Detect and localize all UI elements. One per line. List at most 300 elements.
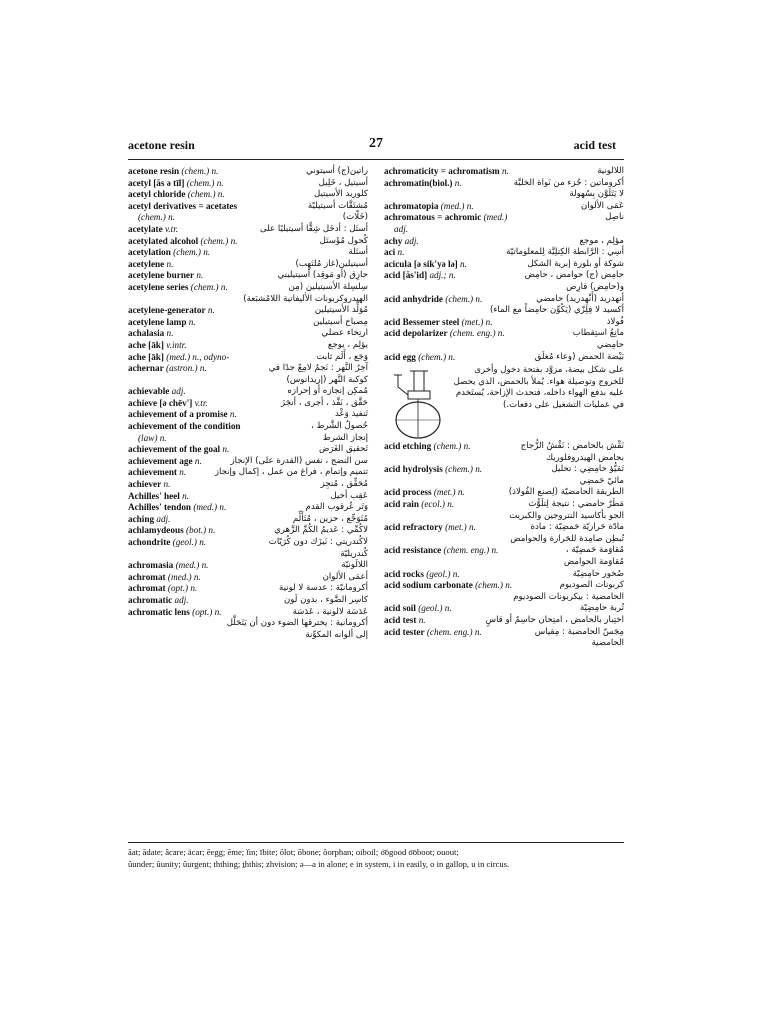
part-of-speech: (chem.) n. — [186, 177, 224, 188]
dictionary-entry — [384, 545, 624, 557]
dictionary-entry — [384, 534, 624, 546]
entry-headword — [384, 201, 474, 213]
footer-rule — [128, 842, 624, 843]
entry-headword — [384, 317, 493, 329]
entry-headword — [128, 236, 237, 248]
dictionary-entry — [128, 560, 368, 572]
part-of-speech: adj. — [394, 223, 409, 234]
entry-headword — [128, 572, 201, 584]
part-of-speech: (chem.) n. — [138, 212, 175, 223]
entry-headword — [128, 433, 167, 445]
entry-headword — [384, 166, 509, 178]
arabic-translation: حَقَّق ، نَفَّذ ، أجرى ، أنجَزَ — [280, 397, 368, 408]
entry-headword — [128, 607, 221, 619]
part-of-speech: n. — [166, 258, 174, 269]
dictionary-entry — [128, 595, 368, 607]
acid-egg-description: على شكل بيضة، مزوَّد بفتحة دخول وأخرى للخروج وتوصيلة هواء. يُملأ بالحمض، الذي يحصل عليه بدفع الهواء داخله، فتحدث الإزاحة، يُستَخدم في عمليات التشغيل على دفعات.) — [453, 365, 624, 410]
dictionary-entry — [128, 328, 368, 340]
entry-headword — [128, 491, 189, 503]
arabic-translation: مُحَقِّق ، مُنجِز — [320, 479, 368, 490]
entry-headword — [128, 189, 225, 201]
part-of-speech: (met.) n. — [461, 316, 493, 327]
dictionary-entry — [128, 456, 368, 468]
entry-headword — [128, 467, 186, 479]
dictionary-entry — [384, 340, 624, 352]
arabic-translation: تُبطِن صامِدة للحَرارة والحوامض — [510, 533, 624, 544]
dictionary-entry — [128, 201, 368, 213]
arabic-translation: تَنفيذ وَعْد — [335, 409, 368, 420]
entry-headword — [128, 583, 197, 595]
header-rule — [128, 159, 624, 160]
entry-headword — [128, 444, 229, 456]
part-of-speech: (med.) n. — [167, 571, 201, 582]
dictionary-entry — [128, 224, 368, 236]
headword-text: acetylated alcohol — [128, 235, 199, 246]
dictionary-entry — [384, 592, 624, 604]
dictionary-entry — [384, 453, 624, 465]
dictionary-entry — [128, 491, 368, 503]
headword-text: acid tester — [384, 626, 425, 637]
dictionary-entry — [128, 212, 368, 224]
running-header — [128, 138, 624, 160]
part-of-speech: n. — [460, 258, 467, 269]
part-of-speech: (chem. eng.) n. — [443, 545, 499, 556]
headword-text: acid egg — [384, 351, 416, 362]
dictionary-entry — [384, 499, 624, 511]
dictionary-entry — [128, 178, 368, 190]
arabic-translation: يؤلِم ، يوجع — [327, 339, 368, 350]
part-of-speech: adj. — [404, 235, 419, 246]
arabic-translation: و(حامِض) قارِص — [566, 281, 624, 292]
part-of-speech: (chem.) n. — [475, 580, 513, 591]
arabic-translation: كاسِر الضَّوء ، بدون لَون — [283, 594, 368, 605]
pronunciation-key-line-1: ăat; ādate; âcare; äcar; ĕegg; ēme; ĭin; ībite; ŏlot; ōbone; ôorphan; oiboil; o͝ogood o͞oboot; ouout; — [128, 847, 459, 857]
arabic-translation: عَمَى الألوان — [580, 200, 624, 211]
arabic-translation: أنهدريد (أَنْهِدريد) حامضي — [536, 293, 624, 304]
part-of-speech: (med.) — [483, 212, 508, 223]
arabic-translation: مُشتَقَّات أسيتيليّة — [307, 200, 368, 211]
arabic-translation: حُصولُ الشَّرط ، — [310, 421, 368, 432]
entry-headword — [128, 363, 207, 375]
part-of-speech: n. — [179, 467, 187, 478]
arabic-translation: أكرومانية : يخترقها الضوء دون أن يَتَحَلَّل — [226, 618, 368, 629]
arabic-translation: كلوريد الأسيتيل — [314, 189, 368, 200]
entry-headword — [128, 525, 215, 537]
page-header-area — [128, 138, 624, 160]
page-number: 27 — [369, 136, 383, 151]
part-of-speech: n. — [454, 177, 462, 188]
part-of-speech: (med.) n., odyno- — [166, 351, 230, 362]
entry-headword — [384, 236, 419, 248]
part-of-speech: (chem.) n. — [181, 166, 219, 176]
dictionary-entry — [128, 583, 368, 595]
dictionary-entry — [384, 178, 624, 190]
headword-text: achievement — [128, 467, 177, 478]
arabic-translation: ارتِخاء عضلي — [321, 328, 368, 339]
arabic-translation: نَقْش بالحامض : نَقْشُ الزُّجاج — [520, 441, 624, 452]
dictionary-entry — [128, 549, 368, 561]
part-of-speech: n. — [501, 166, 509, 176]
entry-headword — [128, 247, 210, 259]
headword-text: acid sodium carbonate — [384, 580, 473, 591]
dictionary-entry — [128, 189, 368, 201]
arabic-translation: أعمَى الألوان — [322, 571, 368, 582]
part-of-speech: adj. — [171, 386, 186, 397]
arabic-translation: مائيّ حَمضِي — [579, 475, 624, 486]
headword-text: aci — [384, 247, 396, 258]
part-of-speech: n. — [194, 455, 202, 466]
arabic-translation: إلى ألوانه المكوِّنة — [305, 629, 368, 640]
dictionary-entry — [384, 615, 624, 627]
arabic-translation: اختِبار بالحامض ، امتِحان حاسِمٌ أو قاسٍ — [485, 615, 624, 625]
arabic-translation: لاكُندريتي : نَيزَك دون كُرَيّات — [268, 537, 368, 547]
arabic-translation: مادّة حَراريّة حَمضِيّة : مادة — [530, 522, 624, 533]
header-right-guideword: acid test — [573, 138, 616, 152]
acid-egg-block — [384, 365, 624, 441]
dictionary-entry — [128, 305, 368, 317]
part-of-speech: (ecol.) n. — [421, 499, 455, 510]
entry-headword — [128, 270, 203, 282]
arabic-translation: وَتَر عُرقوب القدم — [305, 502, 368, 513]
part-of-speech: adj. — [174, 594, 189, 605]
entry-headword — [384, 569, 460, 581]
headword-text: acetylene lamp — [128, 316, 187, 327]
arabic-translation: حامِضي — [596, 339, 624, 350]
left-column — [128, 166, 368, 641]
dictionary-entry — [128, 607, 368, 619]
headword-text: achievement of a promise — [128, 409, 228, 420]
arabic-translation: كُحول مُؤَستَل — [319, 235, 368, 246]
arabic-translation: شوكة أو بلورة إبرية الشكل — [527, 258, 624, 269]
headword-text: acicula [ə sik'yə lə] — [384, 258, 458, 269]
pronunciation-key — [128, 846, 624, 870]
part-of-speech: (geol.) n. — [172, 537, 207, 547]
dictionary-entry — [384, 189, 624, 201]
headword-text: achievable — [128, 386, 170, 397]
entry-headword — [384, 499, 454, 511]
arabic-translation: بحامض الهيدروفلوريك — [546, 452, 624, 463]
part-of-speech: (chem.) n. — [433, 441, 471, 452]
arabic-translation: أسيتيلين(غاز مُلتَهِب) — [295, 258, 368, 269]
headword-text: acid [ăs'id] — [384, 270, 428, 281]
headword-text: acetone resin — [128, 166, 180, 176]
headword-text: achromatopia — [384, 200, 439, 211]
arabic-translation: وَجَع ، أَلَم ثابت — [316, 351, 368, 362]
part-of-speech: adj. — [156, 513, 171, 524]
entry-headword — [128, 317, 196, 329]
entry-headword — [384, 270, 456, 282]
part-of-speech: adj.; n. — [429, 270, 456, 281]
arabic-translation: أستَل : أدخَل شِقًّا أسيتيليًا على — [259, 223, 368, 234]
entry-headword — [384, 212, 507, 224]
header-left-guideword: acetone resin — [128, 138, 195, 152]
headword-text: acetylate — [128, 223, 163, 234]
entry-headword — [128, 328, 173, 340]
entry-headword — [128, 212, 175, 224]
arabic-translation: مُوَلِّد الأسيتيلين — [314, 305, 368, 316]
headword-text: acid resistance — [384, 545, 442, 556]
dictionary-entry — [128, 247, 368, 259]
arabic-translation: مؤلِم ، موجع — [579, 235, 624, 246]
dictionary-entry — [384, 166, 624, 178]
headword-text: acid anhydride — [384, 293, 443, 304]
entry-headword — [384, 522, 476, 534]
dictionary-entry — [128, 386, 368, 398]
entry-headword — [384, 464, 482, 476]
entry-headword — [128, 178, 224, 190]
dictionary-entry — [384, 352, 624, 364]
headword-text: acid Bessemer steel — [384, 316, 460, 327]
arabic-translation: حارِق (أو مَوقِد) أسيتيليني — [277, 270, 368, 281]
part-of-speech: (chem.) n. — [187, 189, 225, 200]
arabic-translation: أكروماتين : جُزء من نَواة الخليَّة — [513, 177, 624, 188]
arabic-translation: أكسيد لا فِلِزّي (يَكُوِّن حامِضاً مع الماء) — [490, 305, 624, 316]
headword-text: acid rocks — [384, 568, 424, 579]
entry-headword — [384, 294, 482, 306]
headword-text: ache [āk] — [128, 351, 164, 362]
dictionary-entry — [384, 270, 624, 282]
arabic-translation: كوكبة النَّهر (إريدانوس) — [286, 374, 368, 385]
arabic-translation: أسيتيل ، خَلِيل — [318, 177, 368, 188]
part-of-speech: (geol.) n. — [418, 603, 452, 614]
dictionary-entry — [384, 247, 624, 259]
headword-text: achiever — [128, 479, 162, 490]
entry-headword — [384, 627, 482, 639]
entry-headword — [384, 545, 498, 557]
headword-text: achievement age — [128, 455, 193, 466]
arabic-translation: تَمَيُّؤ حامِضِي : تحليل — [551, 464, 624, 475]
part-of-speech: (chem.) n. — [418, 351, 456, 362]
entry-headword — [384, 259, 467, 271]
dictionary-entry — [128, 375, 368, 387]
headword-text: achromatin(biol.) — [384, 177, 453, 188]
arabic-translation: تتميم وإتمام ، فراغ من عمل ، إكمال وإنجاز — [214, 467, 368, 478]
headword-text: acetylene series — [128, 281, 189, 292]
entry-headword — [384, 178, 462, 190]
headword-text: acetylene — [128, 258, 165, 269]
dictionary-entry — [384, 569, 624, 581]
dictionary-entry — [384, 476, 624, 488]
headword-text: acid hydrolysis — [384, 464, 443, 475]
dictionary-entry — [128, 282, 368, 294]
dictionary-entry — [384, 603, 624, 615]
entry-headword — [384, 441, 471, 453]
dictionary-entry — [384, 236, 624, 248]
part-of-speech: n. — [207, 305, 215, 316]
arabic-translation: عَدَسَة لالونية ، عَدَسَة — [292, 606, 368, 617]
arabic-translation: إنجاز الشرط — [322, 432, 368, 443]
entry-headword — [384, 224, 408, 236]
part-of-speech: n. — [229, 409, 237, 420]
headword-text: achievement of the goal — [128, 444, 221, 455]
entry-headword — [128, 386, 186, 398]
dictionary-entry — [384, 487, 624, 499]
entry-headword — [128, 595, 189, 607]
arabic-translation: تَحقيق الغَرَض — [318, 444, 368, 455]
dictionary-entry — [128, 340, 368, 352]
arabic-translation: أستَلة — [348, 247, 368, 258]
dictionary-entry — [128, 398, 368, 410]
headword-text: acid soil — [384, 603, 416, 614]
entry-headword — [128, 560, 208, 572]
headword-text: achalasia — [128, 328, 165, 339]
dictionary-entry — [128, 317, 368, 329]
dictionary-entry — [128, 479, 368, 491]
dictionary-entry — [384, 557, 624, 569]
dictionary-entry — [128, 433, 368, 445]
arabic-translation: مَطَرٌ حامضي : نتيجة لِتلَوُّث — [528, 499, 624, 510]
entry-headword — [128, 352, 229, 364]
entry-headword — [128, 502, 226, 514]
dictionary-entry — [384, 464, 624, 476]
right-column-bottom — [384, 441, 624, 650]
part-of-speech: (met.) n. — [433, 487, 465, 498]
part-of-speech: (opt.) n. — [192, 606, 222, 617]
part-of-speech: (opt.) n. — [167, 583, 198, 594]
headword-text: acetyl derivatives = acetates — [128, 200, 238, 211]
dictionary-entry — [128, 259, 368, 271]
arabic-translation: تُربة حامِضِيّة — [579, 603, 624, 614]
arabic-translation: اللالَونيّة — [341, 560, 368, 571]
headword-text: ache [āk] — [128, 339, 164, 350]
arabic-translation: اللالونية — [597, 166, 624, 176]
headword-text: achromaticity = achromatism — [384, 166, 500, 176]
entry-headword — [384, 580, 512, 592]
arabic-translation: مُقاوَمة حَمضِيّة ، — [565, 545, 624, 556]
part-of-speech: n. — [163, 479, 171, 490]
right-column-top — [384, 166, 624, 363]
headword-text: achondrite — [128, 537, 171, 547]
dictionary-entry — [128, 467, 368, 479]
arabic-translation: مُقاوَمة الحوامض — [563, 557, 624, 568]
arabic-translation: مانِعُ استِقطاب — [572, 328, 624, 339]
part-of-speech: n. — [222, 444, 230, 455]
part-of-speech: (chem. eng.) n. — [449, 328, 505, 339]
right-column — [384, 166, 624, 650]
arabic-translation: سن النضج ، نفس (القدرة على) الإنجاز — [230, 455, 368, 466]
part-of-speech: (astron.) n. — [166, 363, 207, 374]
part-of-speech: n. — [418, 615, 426, 625]
headword-text: acetylation — [128, 247, 171, 258]
headword-text: achlamydeous — [128, 525, 184, 536]
dictionary-entry — [384, 201, 624, 213]
arabic-translation: بَيْضة الحمض (وعاء مُغلَق — [534, 351, 624, 362]
dictionary-entry — [128, 294, 368, 306]
entry-headword — [384, 487, 465, 499]
acid-egg-illustration-icon — [384, 365, 452, 441]
headword-text: aching — [128, 513, 155, 524]
arabic-translation: ناصِل — [605, 212, 624, 223]
entry-headword — [128, 537, 206, 549]
dictionary-entry — [128, 618, 368, 630]
dictionary-entry — [384, 511, 624, 523]
entry-headword — [128, 224, 178, 236]
arabic-translation: مُتَوَجِّع ، حزين ، مُتَأَلِّم — [292, 513, 368, 524]
headword-text: achromat — [128, 571, 166, 582]
entry-headword — [128, 456, 202, 468]
part-of-speech: n. — [196, 270, 204, 281]
dictionary-entry — [128, 444, 368, 456]
headword-text: Achilles' heel — [128, 490, 180, 501]
dictionary-entry — [128, 525, 368, 537]
entry-headword — [384, 328, 505, 340]
dictionary-entry — [128, 270, 368, 282]
dictionary-entry — [128, 166, 368, 178]
arabic-translation: الحامضية — [591, 638, 624, 649]
dictionary-entry — [128, 502, 368, 514]
arabic-translation: مِصباح أسيتيلين — [313, 316, 368, 327]
headword-text: acetyl [ăs ə tīl] — [128, 177, 185, 188]
arabic-translation: صُخور حامِضِيّة — [572, 568, 624, 579]
arabic-translation: الحامضية : بيكربونات الصوديوم — [513, 591, 624, 602]
part-of-speech: (met.) n. — [445, 522, 476, 533]
part-of-speech: v.intr. — [166, 339, 187, 350]
dictionary-entry — [128, 421, 368, 433]
arabic-translation: راتين(ج) أسيتوني — [306, 166, 368, 176]
arabic-translation: أسِي : الرَّابطة الكِتلِيَّة لِلمعلوماتيّة — [506, 247, 624, 258]
part-of-speech: v.tr. — [164, 223, 179, 234]
arabic-translation: سِلسِلة الأسيتيلين (مِن — [288, 281, 368, 292]
dictionary-entry — [128, 630, 368, 642]
headword-text: acid process — [384, 487, 432, 498]
entry-headword — [128, 282, 228, 294]
arabic-translation: (خَلّات) — [342, 212, 368, 223]
headword-text: acid test — [384, 615, 417, 625]
headword-text: achromatic — [128, 594, 173, 605]
dictionary-entry — [384, 224, 624, 236]
entry-headword — [128, 166, 218, 178]
dictionary-entry — [128, 363, 368, 375]
part-of-speech: (chem. eng.) n. — [426, 626, 482, 637]
part-of-speech: (chem.) n. — [200, 235, 238, 246]
entry-headword — [128, 259, 173, 271]
part-of-speech: n. — [166, 328, 174, 339]
pronunciation-key-line-2: ŭunder; ūunity; ûurgent; ththing; ṯhthis; zhvision; ə—a in alone; e in system, i in easily, o in gallop, u in circus. — [128, 859, 510, 869]
dictionary-entry — [384, 294, 624, 306]
dictionary-entry — [128, 537, 368, 549]
entry-headword — [128, 340, 187, 352]
arabic-translation: مُمكِن إنجازه أو إحرازه — [287, 386, 368, 397]
arabic-translation: لاكُمِّي : عَديمُ الكُمِّ الزَّهري — [274, 525, 368, 536]
dictionary-entry — [384, 638, 624, 650]
arabic-translation: آخِرُ النَّهر : نَجمٌ لامِعٌ جدًا في — [268, 363, 368, 374]
headword-text: acid etching — [384, 441, 432, 452]
entry-headword — [384, 352, 455, 364]
arabic-translation: الطريقة الحامضيّة (لِصنع الفُولاذ) — [508, 487, 624, 498]
dictionary-entry — [128, 236, 368, 248]
part-of-speech: n. — [182, 490, 189, 501]
arabic-translation: لا يَتَلَوَّن بِسُهولة — [569, 189, 624, 200]
dictionary-entry — [128, 514, 368, 526]
arabic-translation: فُولاذ — [606, 316, 624, 327]
part-of-speech: (chem.) n. — [445, 464, 483, 475]
entry-headword — [384, 615, 426, 627]
part-of-speech: (law) n. — [138, 432, 167, 443]
arabic-translation: كربونات الصوديوم — [559, 580, 624, 591]
headword-text: achromasia — [128, 560, 174, 571]
part-of-speech: (chem.) n. — [173, 247, 211, 258]
headword-text: acetylene burner — [128, 270, 195, 281]
dictionary-entry — [384, 522, 624, 534]
part-of-speech: (bot.) n. — [185, 525, 216, 536]
part-of-speech: (med.) n. — [175, 560, 209, 571]
entry-headword — [128, 479, 170, 491]
arabic-translation: مِجَسّ الحامضية : مِقياس — [534, 626, 624, 637]
dictionary-entry — [384, 282, 624, 294]
entry-headword — [128, 305, 215, 317]
dictionary-entry — [384, 259, 624, 271]
part-of-speech: (chem.) n. — [190, 281, 228, 292]
